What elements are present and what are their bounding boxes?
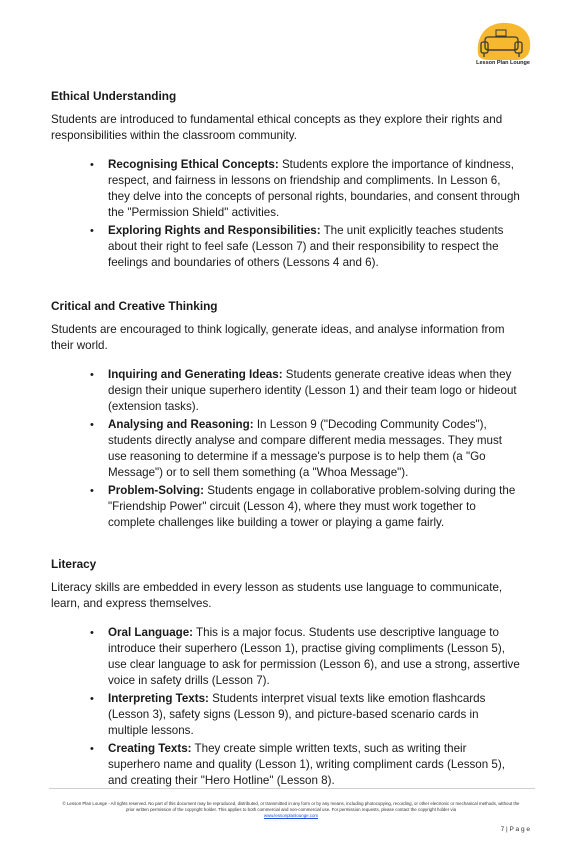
section-heading: Literacy: [51, 557, 97, 571]
item-text: In Lesson 9 ("Decoding Community Codes"), students directly analyse and compare different media messages. They must use reasoning to determine if a message's purpose is to help them (a "Go Message") or to sell them something (a "Whoa Message").: [108, 418, 502, 479]
bullet-icon: •: [90, 419, 94, 431]
section-intro: Literacy skills are embedded in every lesson as students use language to communicate, learn, and express themselves.: [51, 581, 503, 610]
section-critical-creative-thinking: [51, 298, 521, 531]
list-item: [90, 691, 521, 739]
list-item: [90, 417, 521, 481]
item-label: Inquiring and Generating Ideas:: [108, 368, 283, 381]
item-label: Oral Language:: [108, 626, 194, 639]
page-number-value: 7: [500, 826, 505, 833]
section-literacy: [51, 556, 521, 789]
bullet-list: [51, 625, 521, 789]
list-item: [90, 157, 521, 221]
list-item: [90, 741, 521, 789]
page-number: [501, 826, 530, 833]
section-intro: Students are introduced to fundamental ethical concepts as they explore their rights and responsibilities within the classroom community.: [51, 113, 503, 142]
bullet-list: [51, 157, 521, 271]
item-text: Students explore the importance of kindness, respect, and fairness in lessons on friendship and compliments. In Lesson 6, they delve into the concepts of personal rights, boundaries, and consent through the "Permission Shield" activities.: [108, 158, 520, 219]
bullet-icon: •: [90, 369, 94, 381]
bullet-icon: •: [90, 159, 94, 171]
item-text: The unit explicitly teaches students about their right to feel safe (Lesson 7) and their responsibility to respect the feelings and boundaries of others (Lessons 4 and 6).: [108, 224, 504, 269]
footer-copyright: [58, 801, 524, 820]
copyright-text: © Lesson Plan Lounge - All rights reserved. No part of this document may be reproduced, distributed, or transmitted in any form or by any means, including photocopying, recording, or other electronic or mechanical methods, without the prior written permission of the copyright holder. This applies to both commercial and non-commercial use. For permission requests, please contact the copyright holder via: [62, 801, 520, 813]
item-label: Problem-Solving:: [108, 484, 204, 497]
item-text: Students interpret visual texts like emotion flashcards (Lesson 3), safety signs (Lesson 9), and picture-based scenario cards in multiple lessons.: [108, 692, 486, 737]
page-label: | P a g e: [506, 826, 530, 833]
item-label: Creating Texts:: [108, 742, 192, 755]
list-item: [90, 367, 521, 415]
footer-link[interactable]: www.lessonplanlounge.com: [263, 813, 319, 819]
item-text: This is a major focus. Students use descriptive language to introduce their superhero (Lesson 1), practise giving compliments (Lesson 5), use clear language to ask for permission (Lesson 6), and use a strong, assertive voice in safety drills (Lesson 7).: [108, 626, 520, 687]
item-text: Students generate creative ideas when they design their unique superhero identity (Lesson 1) and their team logo or hideout (extension tasks).: [108, 368, 517, 413]
item-label: Exploring Rights and Responsibilities:: [108, 224, 321, 237]
bullet-list: [51, 367, 521, 531]
item-label: Interpreting Texts:: [108, 692, 209, 705]
section-heading: Critical and Creative Thinking: [51, 299, 218, 313]
section-ethical-understanding: [51, 88, 521, 271]
bullet-icon: •: [90, 225, 94, 237]
brand-name: Lesson Plan Lounge: [476, 60, 530, 66]
item-text: Students engage in collaborative problem-solving during the "Friendship Power" circuit (Lesson 4), where they must work together to complete challenges like building a tower or playing a game fairly.: [108, 484, 516, 529]
bullet-icon: •: [90, 627, 94, 639]
document-body: [51, 88, 521, 819]
footer-divider: [49, 788, 535, 789]
bullet-icon: •: [90, 693, 94, 705]
section-heading: Ethical Understanding: [51, 89, 177, 103]
bullet-icon: •: [90, 485, 94, 497]
item-label: Analysing and Reasoning:: [108, 418, 254, 431]
list-item: [90, 483, 521, 531]
list-item: [90, 223, 521, 271]
list-item: [90, 625, 521, 689]
item-label: Recognising Ethical Concepts:: [108, 158, 279, 171]
item-text: They create simple written texts, such as writing their superhero name and quality (Lesson 1), writing compliment cards (Lesson 5), and creating their "Hero Hotline" (Lesson 8).: [108, 742, 505, 787]
section-intro: Students are encouraged to think logically, generate ideas, and analyse information from their world.: [51, 323, 505, 352]
bullet-icon: •: [90, 743, 94, 755]
